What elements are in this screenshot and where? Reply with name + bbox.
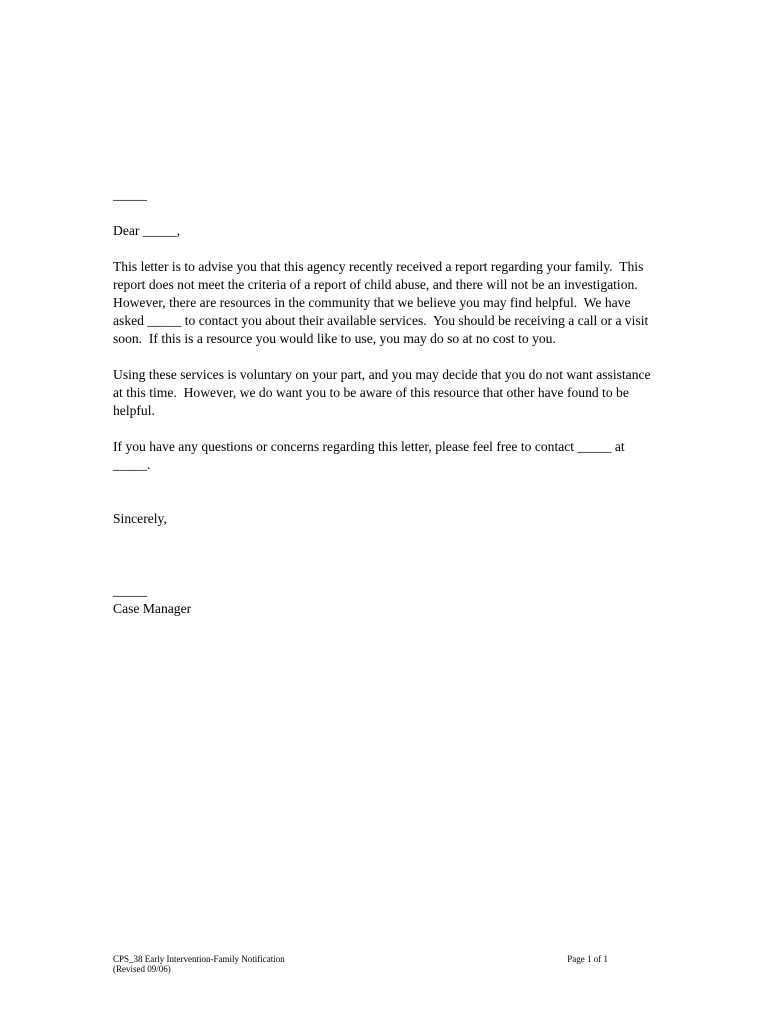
- footer-row: [113, 954, 608, 964]
- date-blank: _____: [113, 187, 147, 202]
- revision-note: (Revised 09/06): [113, 964, 171, 974]
- page-number: Page 1 of 1: [567, 954, 608, 964]
- signature-title: Case Manager: [113, 601, 192, 616]
- page-footer: [113, 954, 608, 974]
- form-title: CPS_38 Early Intervention-Family Notification: [113, 954, 285, 964]
- paragraph-contact: If you have any questions or concerns regarding this letter, please feel free to contact _____ at _____.: [113, 439, 629, 472]
- paragraph-voluntary: Using these services is voluntary on your part, and you may decide that you do not want assistance at this time. However, we do want you to be aware of this resource that other have found to be helpful.: [113, 367, 654, 418]
- signature-blank: _____: [113, 583, 147, 598]
- letter-body: [113, 186, 658, 618]
- salutation: Dear _____,: [113, 223, 181, 238]
- paragraph-notification: This letter is to advise you that this agency recently received a report regarding your family. This report does not meet the criteria of a report of child abuse, and there will not be an investigation. However, there are resources in the community that we believe you may find helpful. We have asked _____ to contact you about their available services. You should be receiving a call or a visit soon. If this is a resource you would like to use, you may do so at no cost to you.: [113, 259, 652, 346]
- closing: Sincerely,: [113, 511, 167, 526]
